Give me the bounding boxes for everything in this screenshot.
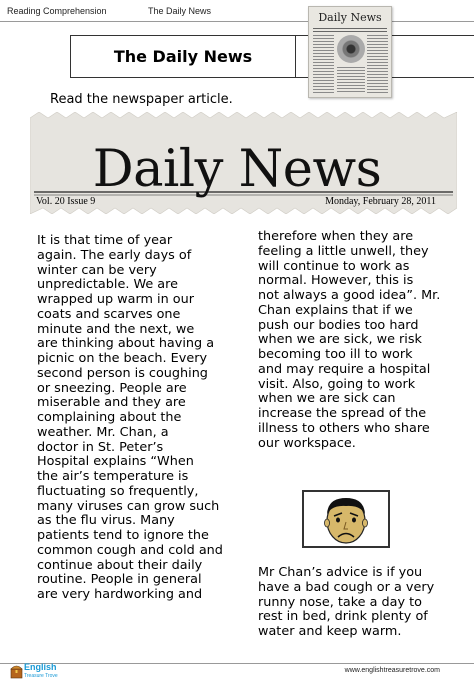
article-line: push our bodies too hard bbox=[258, 317, 419, 333]
article-line: rest in bed, drink plenty of bbox=[258, 609, 428, 625]
sick-face-illustration bbox=[302, 490, 390, 548]
flower-photo-icon bbox=[337, 35, 365, 63]
article-line: illness to others who share bbox=[258, 420, 430, 436]
article-line: Hospital explains “When bbox=[37, 454, 194, 470]
article-line: Mr Chan’s advice is if you bbox=[258, 565, 423, 580]
mini-newspaper-rule bbox=[313, 28, 387, 29]
article-line: water and keep warm. bbox=[258, 624, 402, 639]
mini-newspaper-column bbox=[367, 35, 388, 93]
article-line: It is that time of year bbox=[37, 233, 173, 248]
article-line: complaining about the bbox=[37, 410, 182, 425]
article-line: the air’s temperature is bbox=[37, 469, 189, 484]
article-line: are thinking about having a bbox=[37, 336, 215, 352]
article-line: patients tend to ignore the bbox=[37, 528, 209, 543]
article-line: common cough and cold and bbox=[37, 542, 223, 558]
header-topic: The Daily News bbox=[148, 6, 212, 16]
article-line: minute and the next, we bbox=[37, 321, 195, 337]
mini-newspaper-image bbox=[308, 6, 392, 98]
article-line: feeling a little unwell, they bbox=[258, 243, 429, 259]
article-line: fluctuating so frequently, bbox=[37, 483, 199, 499]
issue-number: Vol. 20 Issue 9 bbox=[36, 196, 96, 207]
newspaper-masthead: Daily News bbox=[92, 140, 382, 199]
article-line: normal. However, this is bbox=[258, 273, 414, 289]
article-line: weather. Mr. Chan, a bbox=[37, 424, 169, 440]
issue-date: Monday, February 28, 2011 bbox=[325, 196, 436, 207]
article-column-right-bottom bbox=[258, 566, 458, 640]
article-line: runny nose, take a day to bbox=[258, 594, 422, 610]
chest-lock bbox=[16, 670, 18, 673]
left-eye bbox=[336, 518, 340, 523]
article-line: wrapped up warm in our bbox=[37, 292, 194, 307]
right-ear bbox=[363, 519, 368, 527]
title-box bbox=[70, 35, 296, 78]
header-section: Reading Comprehension bbox=[7, 6, 107, 16]
logo-subtext: Treasure Trove bbox=[24, 673, 58, 679]
article-line: again. The early days of bbox=[37, 247, 192, 263]
instruction-text: Read the newspaper article. bbox=[50, 92, 233, 107]
footer-url: www.englishtreasuretrove.com bbox=[344, 667, 440, 674]
article-line: picnic on the beach. Every bbox=[37, 351, 208, 366]
article-line: when we are sick, we risk bbox=[258, 332, 422, 348]
article-line: second person is coughing bbox=[37, 365, 208, 381]
article-line: unpredictable. We are bbox=[37, 277, 178, 293]
article-column-right bbox=[258, 230, 458, 451]
article-line: when we are sick can bbox=[258, 391, 396, 407]
article-line: have a bad cough or a very bbox=[258, 579, 435, 595]
article-line: are very hardworking and bbox=[37, 587, 203, 602]
header-divider bbox=[0, 21, 474, 22]
article-line: as the flu virus. Many bbox=[37, 513, 175, 529]
left-ear bbox=[325, 519, 330, 527]
article-line: therefore when they are bbox=[258, 229, 414, 244]
article-line: will continue to work as bbox=[258, 258, 410, 274]
article-line: coats and scarves one bbox=[37, 306, 181, 322]
article-line: visit. Also, going to work bbox=[258, 376, 416, 392]
sick-face-icon bbox=[304, 492, 388, 546]
article-column-left bbox=[37, 234, 247, 603]
article-line: winter can be very bbox=[37, 262, 157, 278]
article-line: becoming too ill to work bbox=[258, 347, 413, 362]
article-line: many viruses can grow such bbox=[37, 498, 220, 514]
mini-newspaper-column bbox=[337, 67, 365, 93]
article-line: or sneezing. People are bbox=[37, 380, 187, 396]
logo-text: English bbox=[24, 662, 57, 672]
article-line: not always a good idea”. Mr. bbox=[258, 288, 441, 303]
article-line: routine. People in general bbox=[37, 572, 202, 588]
mini-newspaper-title: Daily News bbox=[318, 11, 382, 24]
article-line: continue about their daily bbox=[37, 557, 203, 573]
page-title: The Daily News bbox=[113, 47, 253, 66]
footer-divider bbox=[0, 663, 474, 664]
mini-newspaper-rule bbox=[313, 31, 387, 32]
article-line: increase the spread of the bbox=[258, 406, 427, 421]
article-line: our workspace. bbox=[258, 435, 356, 451]
article-line: miserable and they are bbox=[37, 395, 186, 411]
mini-newspaper-column bbox=[313, 35, 334, 93]
article-line: and may require a hospital bbox=[258, 361, 431, 377]
article-line: doctor in St. Peter’s bbox=[37, 439, 164, 455]
right-eye bbox=[352, 518, 356, 523]
article-line: Chan explains that if we bbox=[258, 302, 413, 318]
chest-lid bbox=[11, 666, 22, 669]
